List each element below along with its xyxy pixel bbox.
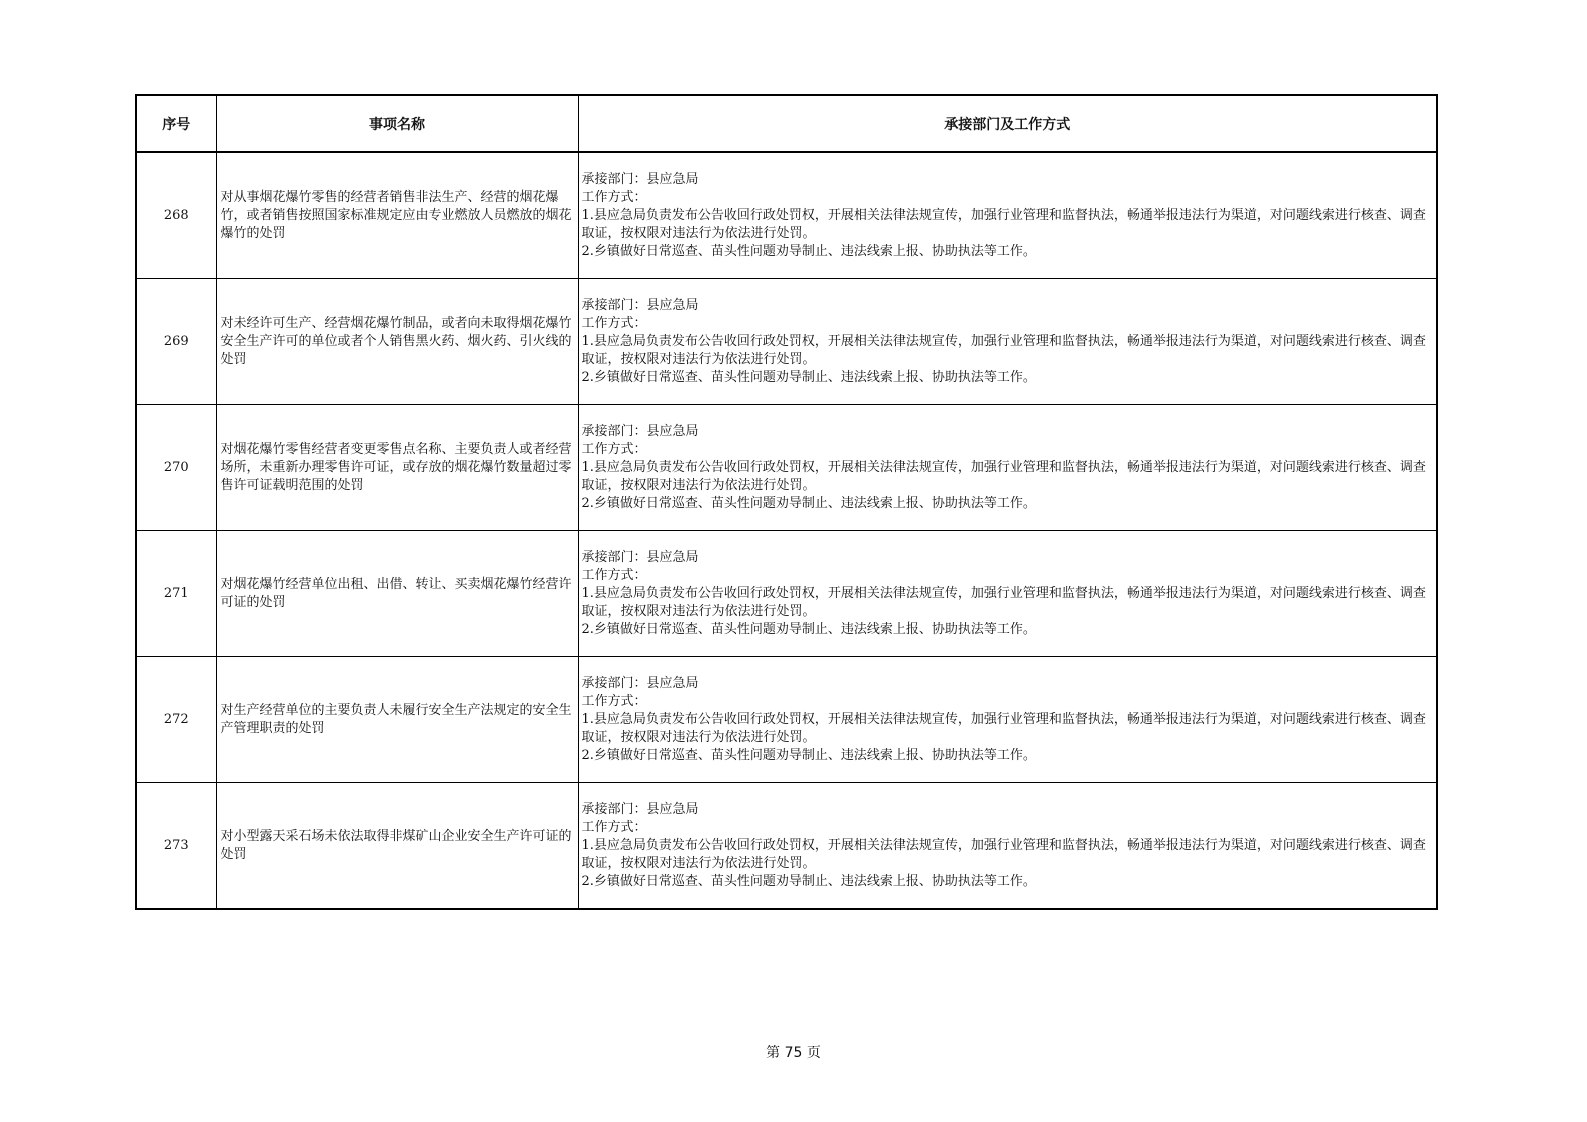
row-item-name: 对生产经营单位的主要负责人未履行安全生产法规定的安全生产管理职责的处罚 [216,657,578,783]
department-line: 承接部门：县应急局 [581,801,699,817]
department-line: 承接部门：县应急局 [581,171,699,187]
method-item-2: 2.乡镇做好日常巡查、苗头性问题劝导制止、违法线索上报、协助执法等工作。 [581,243,1036,259]
table-row [136,783,1437,910]
table-header-row [136,95,1437,152]
row-department-method [578,405,1437,531]
department-line: 承接部门：县应急局 [581,675,699,691]
row-serial-number: 271 [136,531,216,657]
method-item-1: 1.县应急局负责发布公告收回行政处罚权，开展相关法律法规宣传，加强行业管理和监督执法，畅通举报违法行为渠道，对问题线索进行核查、调查取证，按权限对违法行为依法进行处罚。 [581,711,1426,745]
method-title: 工作方式： [581,315,647,331]
method-item-2: 2.乡镇做好日常巡查、苗头性问题劝导制止、违法线索上报、协助执法等工作。 [581,747,1036,763]
method-item-2: 2.乡镇做好日常巡查、苗头性问题劝导制止、违法线索上报、协助执法等工作。 [581,495,1036,511]
header-item-name: 事项名称 [216,95,578,152]
table-row [136,531,1437,657]
row-serial-number: 269 [136,279,216,405]
page-number: 第 75 页 [766,1045,821,1061]
method-title: 工作方式： [581,189,647,205]
department-line: 承接部门：县应急局 [581,423,699,439]
method-item-1: 1.县应急局负责发布公告收回行政处罚权，开展相关法律法规宣传，加强行业管理和监督执法，畅通举报违法行为渠道，对问题线索进行核查、调查取证，按权限对违法行为依法进行处罚。 [581,459,1426,493]
method-title: 工作方式： [581,693,647,709]
row-item-name: 对小型露天采石场未依法取得非煤矿山企业安全生产许可证的处罚 [216,783,578,910]
row-serial-number: 273 [136,783,216,910]
method-item-2: 2.乡镇做好日常巡查、苗头性问题劝导制止、违法线索上报、协助执法等工作。 [581,621,1036,637]
row-serial-number: 270 [136,405,216,531]
department-line: 承接部门：县应急局 [581,297,699,313]
method-title: 工作方式： [581,441,647,457]
table-row [136,152,1437,279]
method-title: 工作方式： [581,567,647,583]
row-item-name: 对烟花爆竹零售经营者变更零售点名称、主要负责人或者经营场所，未重新办理零售许可证，或存放的烟花爆竹数量超过零售许可证载明范围的处罚 [216,405,578,531]
row-department-method [578,279,1437,405]
row-serial-number: 268 [136,152,216,279]
method-item-1: 1.县应急局负责发布公告收回行政处罚权，开展相关法律法规宣传，加强行业管理和监督执法，畅通举报违法行为渠道，对问题线索进行核查、调查取证，按权限对违法行为依法进行处罚。 [581,837,1426,871]
table-row [136,657,1437,783]
row-department-method [578,657,1437,783]
method-item-2: 2.乡镇做好日常巡查、苗头性问题劝导制止、违法线索上报、协助执法等工作。 [581,873,1036,889]
row-serial-number: 272 [136,657,216,783]
method-title: 工作方式： [581,819,647,835]
row-department-method [578,152,1437,279]
matters-table [135,94,1438,910]
table-row [136,279,1437,405]
row-department-method [578,783,1437,910]
row-item-name: 对未经许可生产、经营烟花爆竹制品，或者向未取得烟花爆竹安全生产许可的单位或者个人销售黑火药、烟火药、引火线的处罚 [216,279,578,405]
row-item-name: 对烟花爆竹经营单位出租、出借、转让、买卖烟花爆竹经营许可证的处罚 [216,531,578,657]
method-item-1: 1.县应急局负责发布公告收回行政处罚权，开展相关法律法规宣传，加强行业管理和监督执法，畅通举报违法行为渠道，对问题线索进行核查、调查取证，按权限对违法行为依法进行处罚。 [581,333,1426,367]
method-item-1: 1.县应急局负责发布公告收回行政处罚权，开展相关法律法规宣传，加强行业管理和监督执法，畅通举报违法行为渠道，对问题线索进行核查、调查取证，按权限对违法行为依法进行处罚。 [581,207,1426,241]
header-serial-number: 序号 [136,95,216,152]
row-department-method [578,531,1437,657]
department-line: 承接部门：县应急局 [581,549,699,565]
row-item-name: 对从事烟花爆竹零售的经营者销售非法生产、经营的烟花爆竹，或者销售按照国家标准规定应由专业燃放人员燃放的烟花爆竹的处罚 [216,152,578,279]
method-item-2: 2.乡镇做好日常巡查、苗头性问题劝导制止、违法线索上报、协助执法等工作。 [581,369,1036,385]
method-item-1: 1.县应急局负责发布公告收回行政处罚权，开展相关法律法规宣传，加强行业管理和监督执法，畅通举报违法行为渠道，对问题线索进行核查、调查取证，按权限对违法行为依法进行处罚。 [581,585,1426,619]
table-row [136,405,1437,531]
header-department-and-method: 承接部门及工作方式 [578,95,1437,152]
